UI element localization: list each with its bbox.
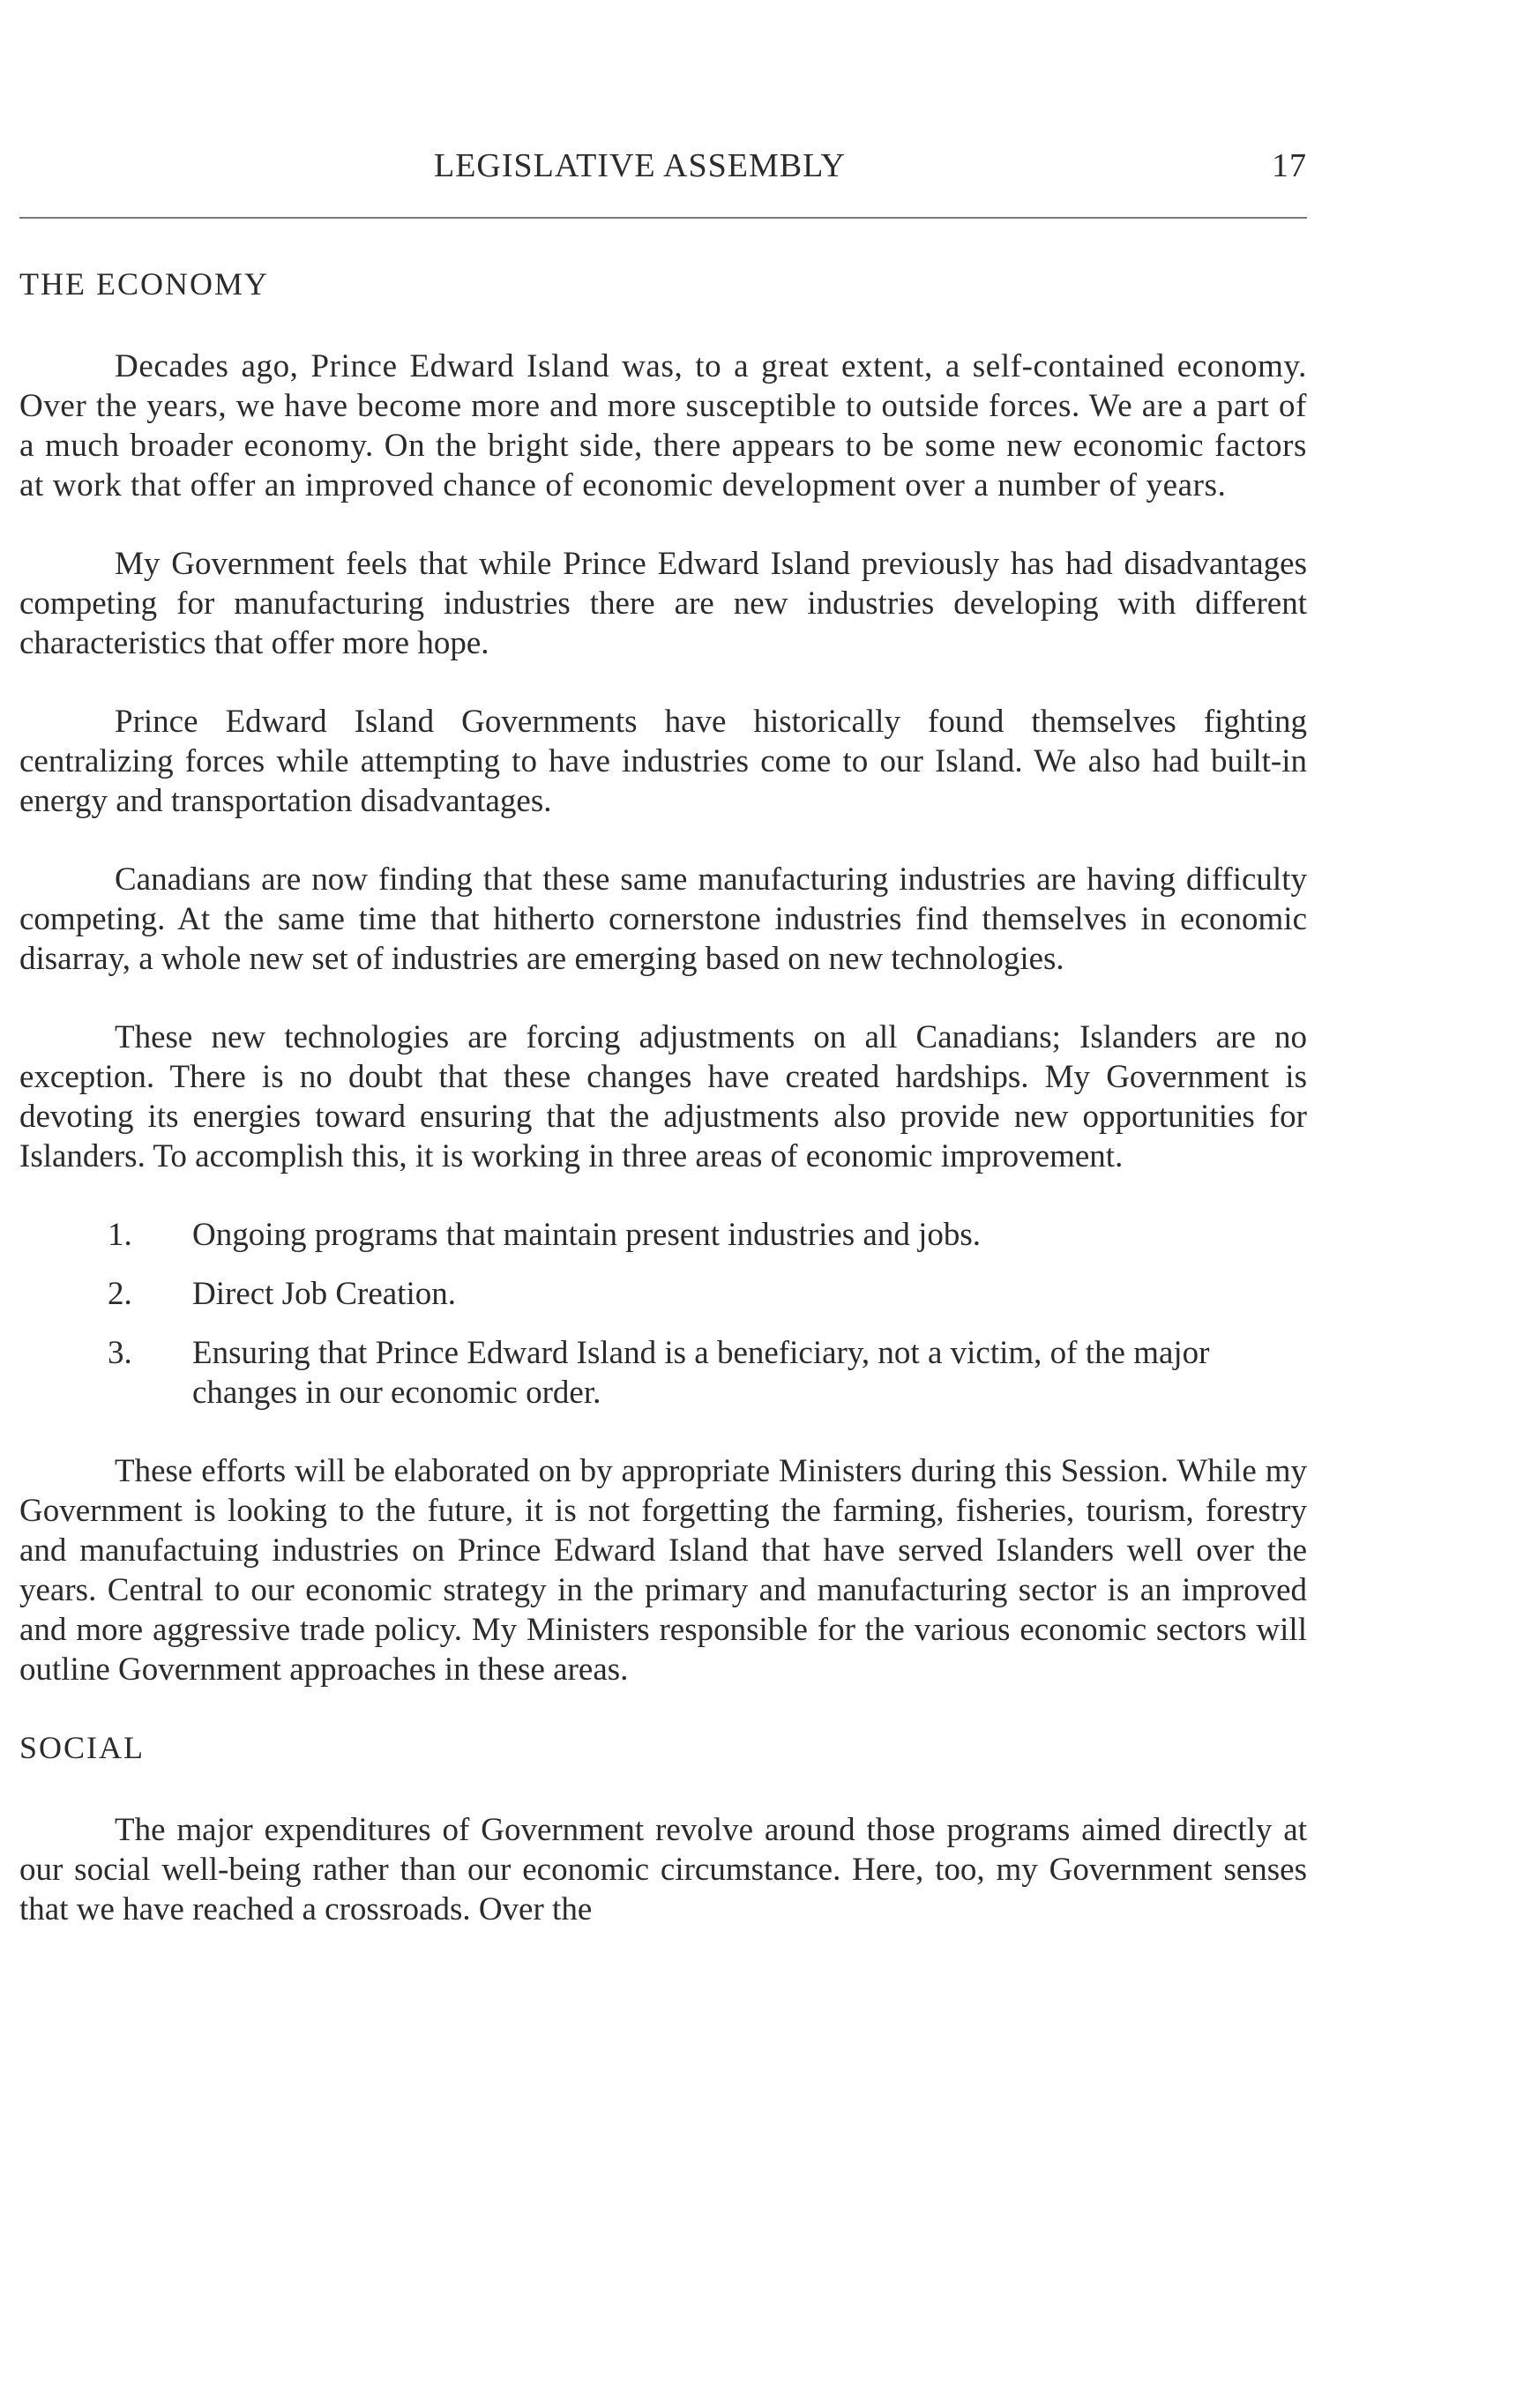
body-text [19, 265, 1307, 1968]
paragraph-economy-closing: These efforts will be elaborated on by appropriate Ministers during this Session. While my Government is looking to the future, it is not forgetting the farming, fisheries, tourism, forestry and manufactuing industries on Prince Edward Island that have served Islanders well over the years. Central to our economic strategy in the primary and manufacturing sector is an improved and more aggressive trade policy. My Ministers responsible for the various economic sectors will outline Government approaches in these areas. [19, 1453, 1307, 1688]
paragraph-economy-2: My Government feels that while Prince Edward Island previously has had disadvantages competing for manufacturing industries there are new industries developing with different characteristics that offer more hope. [19, 546, 1307, 661]
section-heading-economy: THE ECONOMY [19, 266, 269, 302]
paragraph-social-1: The major expenditures of Government revolve around those programs aimed directly at our social well-being rather than our economic circumstance. Here, too, my Government senses that we have reached a crossroads. Over the [19, 1812, 1307, 1927]
header-title: LEGISLATIVE ASSEMBLY [434, 147, 846, 184]
list-item-number: 3. [108, 1335, 132, 1371]
list-item-text: Direct Job Creation. [192, 1276, 456, 1312]
list-item-text: Ensuring that Prince Edward Island is a beneficiary, not a victim, of the major changes in our economic order. [192, 1335, 1210, 1411]
list-item [19, 1215, 1307, 1255]
paragraph-economy-3: Prince Edward Island Governments have historically found themselves fighting centralizing forces while attempting to have industries come to our Island. We also had built-in energy and transportation disadvantages. [19, 704, 1307, 819]
paragraph-economy-5: These new technologies are forcing adjustments on all Canadians; Islanders are no exception. There is no doubt that these changes have created hardships. My Government is devoting its energies toward ensuring that the adjustments also provide new opportunities for Islanders. To accomplish this, it is working in three areas of economic improvement. [19, 1019, 1307, 1174]
page-number: 17 [1272, 147, 1307, 184]
paragraph-economy-4: Canadians are now finding that these same manufacturing industries are having difficulty competing. At the same time that hitherto cornerstone industries find themselves in economic disarray, a whole new set of industries are emerging based on new technologies. [19, 861, 1307, 977]
list-item-number: 1. [108, 1217, 132, 1253]
paragraph-economy-1: Decades ago, Prince Edward Island was, to a great extent, a self-contained economy. Over the years, we have become more and more susceptible to outside forces. We are a part of a much broader economy. On the bright side, there appears to be some new economic factors at work that offer an improved chance of economic development over a number of years. [19, 348, 1307, 503]
list-item-text: Ongoing programs that maintain present industries and jobs. [192, 1217, 982, 1253]
economic-areas-list [19, 1215, 1307, 1413]
section-heading-social: SOCIAL [19, 1730, 146, 1765]
list-item [19, 1333, 1307, 1413]
header-rule [19, 217, 1307, 219]
list-item-number: 2. [108, 1276, 132, 1312]
list-item [19, 1274, 1307, 1314]
running-header [19, 146, 1307, 190]
